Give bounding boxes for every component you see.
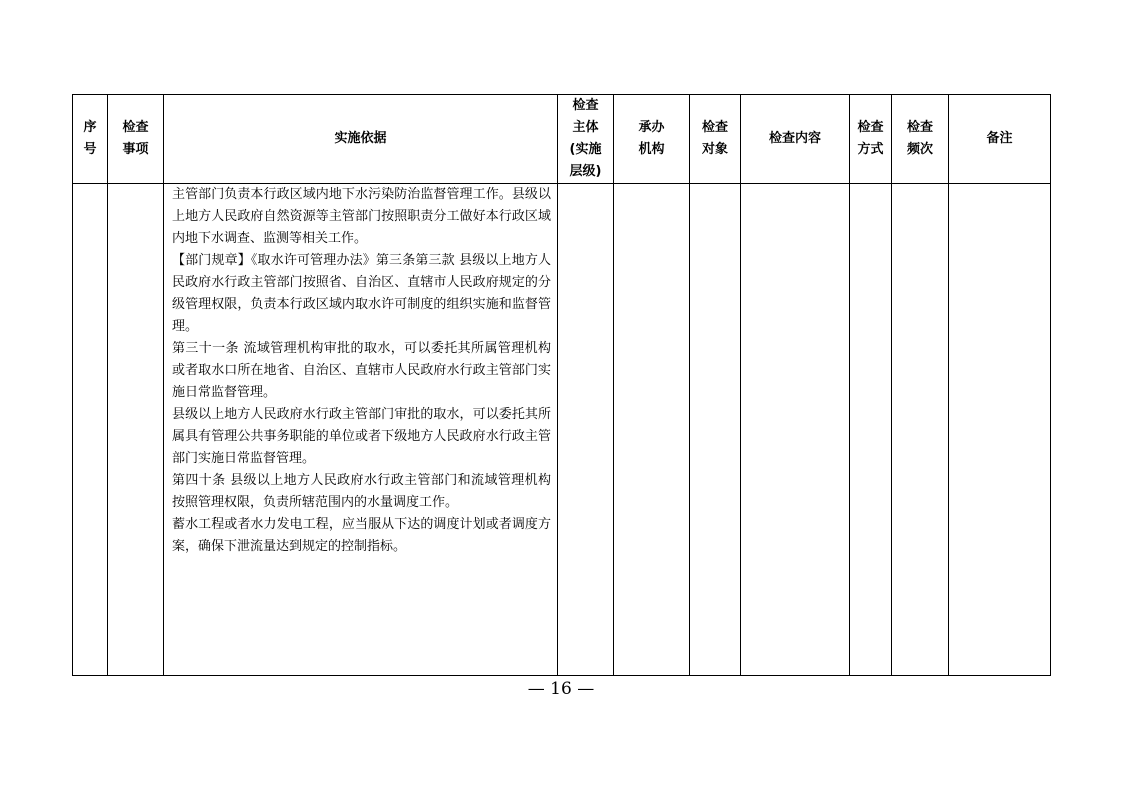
header-item: 检查 事项 — [108, 95, 164, 184]
table-header-row — [73, 95, 1051, 184]
header-frequency: 检查 频次 — [892, 95, 949, 184]
cell-frequency — [892, 184, 949, 676]
cell-item — [108, 184, 164, 676]
header-basis: 实施依据 — [164, 95, 558, 184]
inspection-table — [72, 94, 1051, 676]
basis-paragraph: 蓄水工程或者水力发电工程，应当服从下达的调度计划或者调度方案，确保下泄流量达到规定的控制指标。 — [172, 517, 551, 554]
cell-basis — [164, 184, 558, 676]
basis-paragraph: 第三十一条 流域管理机构审批的取水，可以委托其所属管理机构或者取水口所在地省、自治区、直辖市人民政府水行政主管部门实施日常监督管理。 — [172, 341, 551, 400]
header-remark: 备注 — [949, 95, 1051, 184]
cell-index — [73, 184, 108, 676]
cell-org — [614, 184, 690, 676]
basis-paragraph: 第四十条 县级以上地方人民政府水行政主管部门和流域管理机构按照管理权限，负责所辖范围内的水量调度工作。 — [172, 473, 551, 510]
header-method: 检查 方式 — [850, 95, 892, 184]
header-subject: 检查 主体 (实施 层级) — [558, 95, 614, 184]
basis-paragraph: 县级以上地方人民政府水行政主管部门审批的取水，可以委托其所属具有管理公共事务职能的单位或者下级地方人民政府水行政主管部门实施日常监督管理。 — [172, 407, 551, 466]
cell-content — [741, 184, 850, 676]
basis-paragraph: 主管部门负责本行政区域内地下水污染防治监督管理工作。县级以上地方人民政府自然资源等主管部门按照职责分工做好本行政区域内地下水调查、监测等相关工作。 — [172, 187, 551, 246]
cell-method — [850, 184, 892, 676]
page-number: — 16 — — [527, 679, 595, 699]
table-row — [73, 184, 1051, 676]
header-content: 检查内容 — [741, 95, 850, 184]
cell-target — [690, 184, 741, 676]
cell-remark — [949, 184, 1051, 676]
header-org: 承办 机构 — [614, 95, 690, 184]
cell-subject — [558, 184, 614, 676]
basis-paragraph: 【部门规章】《取水许可管理办法》第三条第三款 县级以上地方人民政府水行政主管部门按照省、自治区、直辖市人民政府规定的分级管理权限，负责本行政区域内取水许可制度的组织实施和监督管理。 — [172, 253, 551, 334]
header-index: 序 号 — [73, 95, 108, 184]
header-target: 检查 对象 — [690, 95, 741, 184]
